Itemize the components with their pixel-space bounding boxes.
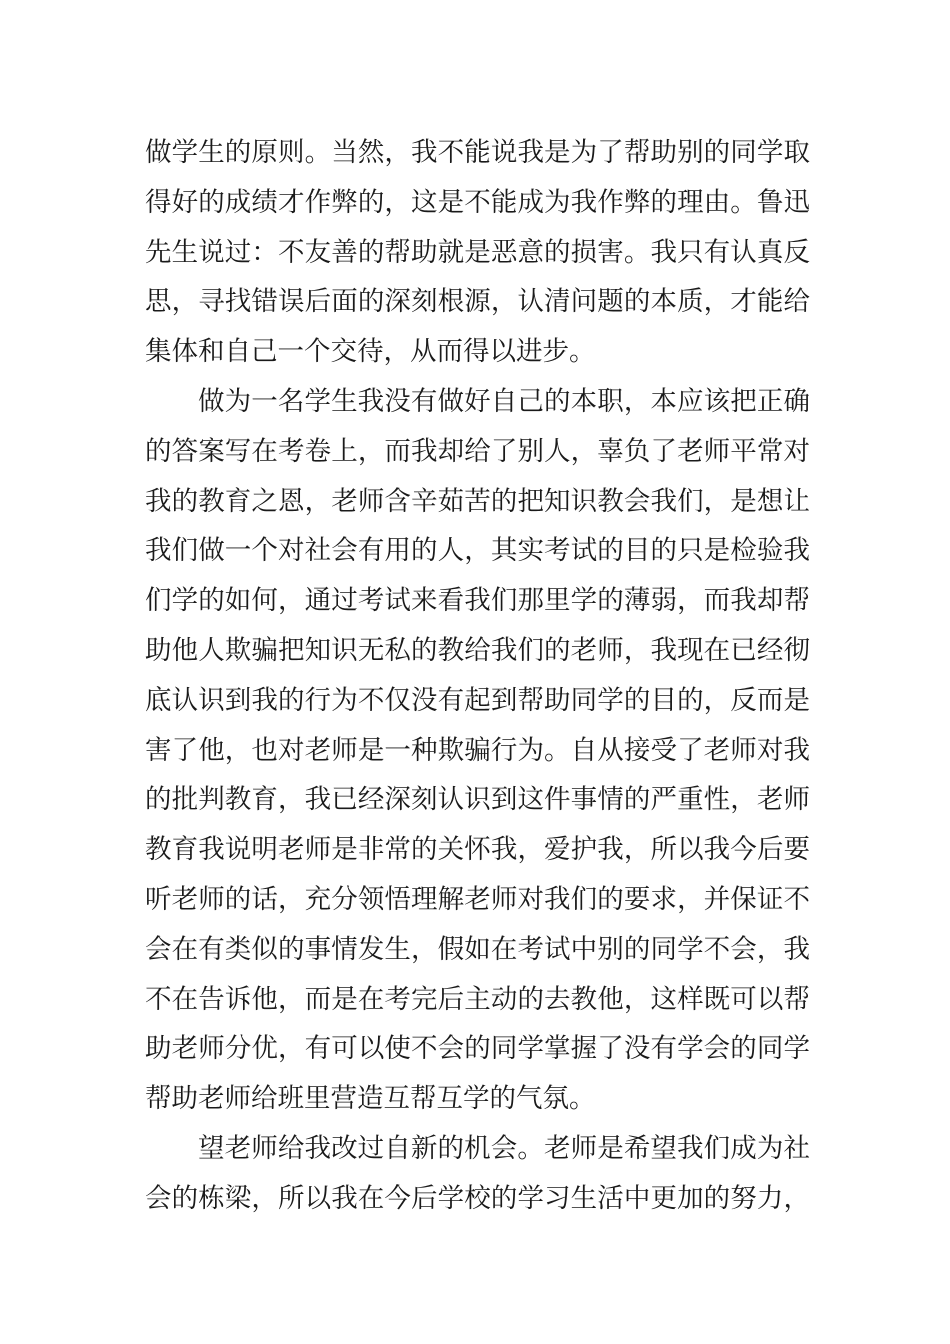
text-line: 会在有类似的事情发生，假如在考试中别的同学不会，我	[145, 933, 810, 965]
text-line: 会的栋梁，所以我在今后学校的学习生活中更加的努力，	[145, 1182, 810, 1214]
text-line: 听老师的话，充分领悟理解老师对我们的要求，并保证不	[145, 883, 810, 915]
text-line: 先生说过：不友善的帮助就是恶意的损害。我只有认真反	[145, 236, 810, 268]
document-body	[145, 128, 810, 1224]
text-line: 思，寻找错误后面的深刻根源，认清问题的本质，才能给	[145, 286, 810, 318]
text-line: 教育我说明老师是非常的关怀我，爱护我，所以我今后要	[145, 834, 810, 866]
text-line: 的批判教育，我已经深刻认识到这件事情的严重性，老师	[145, 784, 810, 816]
text-line: 底认识到我的行为不仅没有起到帮助同学的目的，反而是	[145, 684, 810, 716]
text-line: 做学生的原则。当然，我不能说我是为了帮助别的同学取	[145, 137, 810, 168]
text-line: 帮助老师给班里营造互帮互学的气氛。	[145, 1083, 596, 1115]
text-line: 集体和自己一个交待，从而得以进步。	[145, 336, 596, 368]
text-line: 助他人欺骗把知识无私的教给我们的老师，我现在已经彻	[145, 634, 810, 666]
text-line: 助老师分优，有可以使不会的同学掌握了没有学会的同学	[145, 1033, 810, 1065]
text-line: 我们做一个对社会有用的人，其实考试的目的只是检验我	[145, 535, 810, 567]
text-line: 害了他，也对老师是一种欺骗行为。自从接受了老师对我	[145, 734, 810, 766]
text-line: 的答案写在考卷上，而我却给了别人，辜负了老师平常对	[145, 435, 810, 467]
text-line: 们学的如何，通过考试来看我们那里学的薄弱，而我却帮	[145, 585, 810, 617]
text-line: 不在告诉他，而是在考完后主动的去教他，这样既可以帮	[145, 983, 810, 1015]
text-line: 做为一名学生我没有做好自己的本职，本应该把正确	[198, 385, 810, 417]
text-line: 望老师给我改过自新的机会。老师是希望我们成为社	[198, 1132, 810, 1164]
text-line: 得好的成绩才作弊的，这是不能成为我作弊的理由。鲁迅	[145, 186, 810, 218]
text-line: 我的教育之恩，老师含辛茹苦的把知识教会我们，是想让	[145, 485, 810, 517]
